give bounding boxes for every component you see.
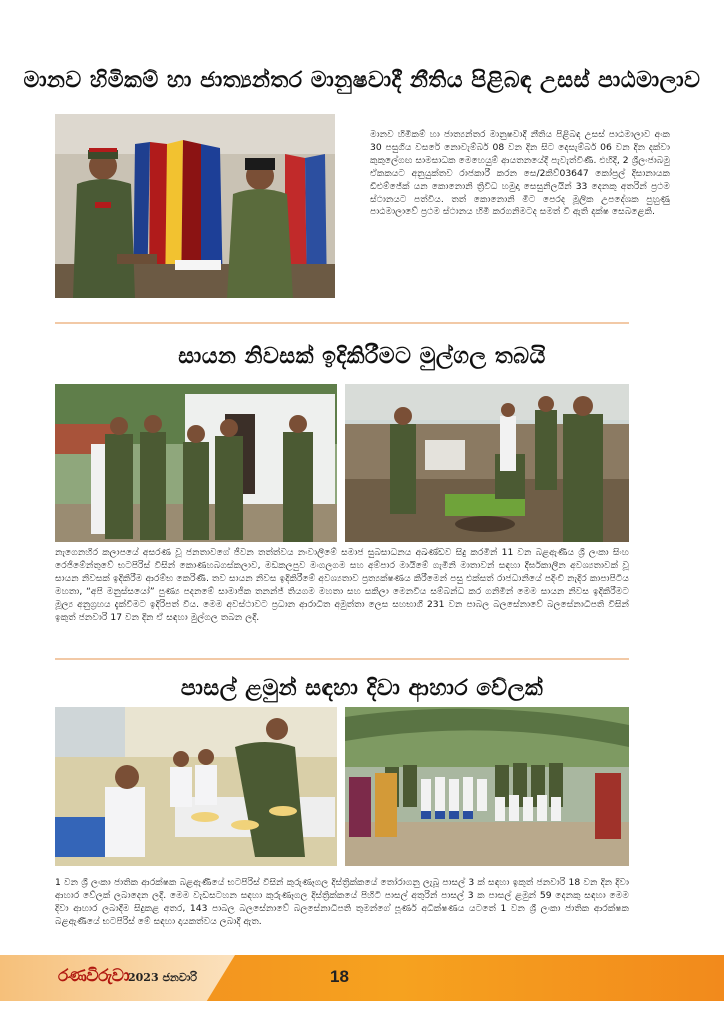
magazine-logo: රණවිරුවා xyxy=(58,966,130,986)
article2-title: සායන නිවසක් ඉදිකිරීමට මුල්ගල තබයි xyxy=(178,344,546,369)
foundation-stone-photo xyxy=(345,384,629,542)
article3-body: 1 වන ශ්‍රී ලංකා ජාතික ආරක්ෂක බළඇණියේ භටපිරිස් විසින් කුරුණෑගල දිස්ත්‍රික්කයේ තෝරාගනු ලැබූ පාසල් 3 ක් සඳහා ඉකුත් ජනවාරි 18 වන දින දිවා ආහාර වේලක් ලබාදෙන ලදී. මෙම වැඩසටහන සඳහා කුරුණෑගල දිස්ත්‍රික්කයේ පිහිටි පාසල් අතුරින් පාසල් 3 ක පාසල් ළමුන් 59 දෙනකු සඳහා මෙම දිවා ආහාර ලබාදීම සිදුකළ අතර, 143 පාබල බලසේනාවේ බලසේනාධිපති තුමන්ගේ පූර්ණ අධීක්ෂණය යටතේ 1 වන ශ්‍රී ලංකා ජාතික ආරක්ෂක බළඇණියේ භටපිරිස් මේ සඳහා දායකත්වය ලබාදී ඇත. xyxy=(55,877,629,927)
article1-title: මානව හිමිකම් හා ජාත්‍යන්තර මානුෂවාදී නීතිය පිළිබඳ උසස් පාඨමාලාව xyxy=(23,68,701,93)
meal-serving-photo xyxy=(55,707,337,866)
award-ceremony-photo xyxy=(55,114,335,298)
clinic-group-photo xyxy=(55,384,337,542)
page-footer xyxy=(0,955,724,1001)
section-divider-2 xyxy=(55,658,629,660)
issue-date: 2023 ජනවාරි xyxy=(128,971,197,984)
page-number: 18 xyxy=(330,967,349,986)
article2-body: නැගෙනහිර කලාපයේ අසරණ වූ ජනතාවගේ ජීවන තත්ත්වය නංවාලීමේ සමාජ සුබසාධනය අඛණ්ඩව සිදු කරමින් 11 වන බළඇණිය ශ්‍රී ලංකා සිංහ රෙජිමේන්තුවේ භටපිරිස් විසින් කොණහබගස්කලාව, මඩකලපුව මංගලගම සහ අම්පාර මායිමේ ගැමිනි මාතාවන් සඳහා දීර්ඝකාලීන අවශ්‍යතාවක් වූ සායන නිවසක් ඉදිකිරීම ආරම්භ කෙරිණි. තව සායන නිවස ඉදිකිරීමේ අවශ්‍යතාව ප්‍රත්‍යක්ෂණය කිරීමෙන් පසු එක්සත් රාජධානියේ පදිංචි නැදිර කාපාපිටිය මහතා, “අපි මනුස්සයෝ” පුණ්‍ය පදනමේ සාමාජික තනන්ජ් තියගම මහතා සහ සකිලා මෙනවිය සම්බන්ධ කර ගනිමින් මෙම සායන නිවස ඉදිකිරීමට මූල්‍ය අනුග්‍රහය දැක්වීමට ඉදිරිපත් විය. මෙම අවස්ථාවට ප්‍රධාන ආරාධිත අමුත්තා ලෙස සහභාගී 231 වන පාබල බලසේනාවේ බලසේනාධිපති විසින් ඉකුත් ජනවාරි 17 වන දින ඒ සඳහා මුල්ගල තබන ලදී. xyxy=(55,547,629,623)
section-divider-1 xyxy=(55,322,629,324)
article3-title: පාසල් ළමුන් සඳහා දිවා ආහාර වේලක් xyxy=(180,676,544,701)
school-group-photo xyxy=(345,707,629,866)
article1-body: මානව හිමිකම් හා ජාත්‍යන්තර මානුෂවාදී නීතිය පිළිබඳ උසස් පාඨමාලාව අංක 30 පසුගිය වසරේ නොවැම්බර් 08 වන දින සිට දෙසැම්බර් 06 වන දින දක්වා කුකුලේගඟ සාමසාධක මෙහෙයුම් ආයතනයේදී පැවැත්විණි. එහිදී, 2 ශ්‍රීලංජාබමු ඒකකයට අනුයුක්තව රාජකාරී කරන සෙ/2කිව්03647 කෝප්‍රල් දිසානායක ඩීඑම්ජේක් යන කොනොනි ත්‍රිවිධ හමුදා සෙසුනිලයින් 33 දෙනකු අතරින් ප්‍රථම ස්ථානයට පත්විය. තත් කොනොනි මීට පෙරද මූලික උපදේශක පුහුණු පාඨමාලාවේ ප්‍රථම ස්ථානය හිමි කරගනිමටද සමත් වී ඇති දක්ෂ සෙබළෙකි. xyxy=(370,129,670,218)
